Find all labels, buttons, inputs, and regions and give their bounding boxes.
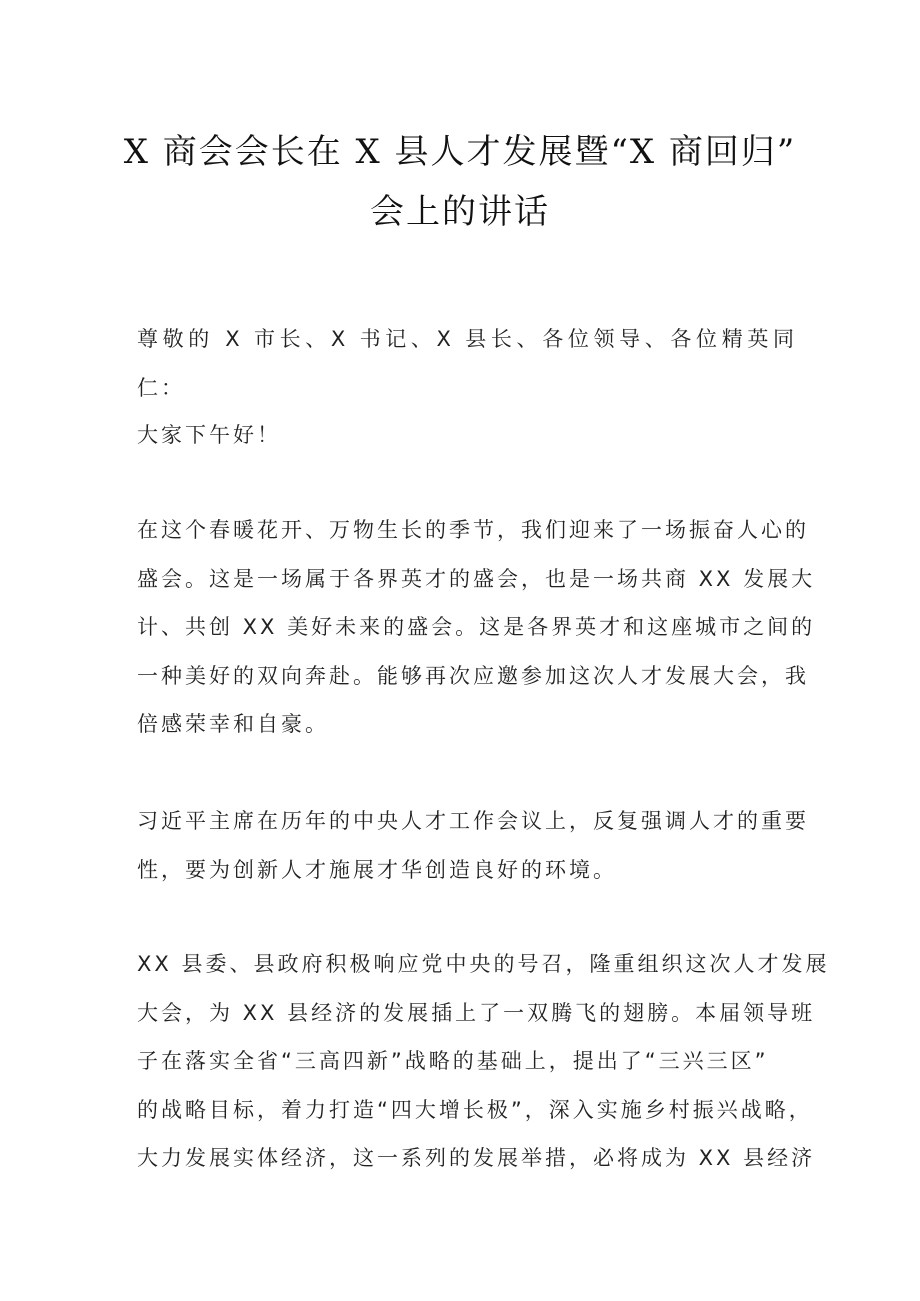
paragraph-3 xyxy=(137,940,830,1183)
paragraph-1-line: 倍感荣幸和自豪。 xyxy=(137,712,329,736)
salutation: 尊敬的 X 市长、X 书记、X 县长、各位领导、各位精英同仁： xyxy=(137,327,797,400)
paragraph-1-line: 盛会。这是一场属于各界英才的盛会，也是一场共商 XX 发展大 xyxy=(137,566,816,591)
paragraph-1-line: 在这个春暖花开、万物生长的季节，我们迎来了一场振奋人心的 xyxy=(137,518,809,542)
paragraph-3-line: 大会，为 XX 县经济的发展插上了一双腾飞的翅膀。本届领导班 xyxy=(137,1000,816,1025)
greeting: 大家下午好！ xyxy=(137,423,281,447)
paragraph-3-line: 大力发展实体经济，这一系列的发展举措，必将成为 XX 县经济 xyxy=(137,1146,816,1170)
document-title-line-1: X 商会会长在 X 县人才发展暨“X 商回归” xyxy=(123,132,797,172)
paragraph-3-line: 的战略目标，着力打造“四大增长极”，深入实施乡村振兴战略， xyxy=(137,1097,813,1122)
paragraph-1 xyxy=(137,506,816,749)
paragraph-1-line: 计、共创 XX 美好未来的盛会。这是各界英才和这座城市之间的 xyxy=(137,615,816,639)
paragraph-2 xyxy=(137,797,809,894)
paragraph-3-line: 子在落实全省“三高四新”战略的基础上，提出了“三兴三区” xyxy=(137,1049,769,1073)
paragraph-2-line: 习近平主席在历年的中央人才工作会议上，反复强调人才的重要 xyxy=(137,809,809,833)
paragraph-2-line: 性，要为创新人才施展才华创造良好的环境。 xyxy=(137,857,617,882)
document-title-line-2: 会上的讲话 xyxy=(370,192,550,232)
paragraph-1-line: 一种美好的双向奔赴。能够再次应邀参加这次人才发展大会，我 xyxy=(137,663,809,688)
paragraph-3-line: XX 县委、县政府积极响应党中央的号召，隆重组织这次人才发展 xyxy=(137,952,830,976)
